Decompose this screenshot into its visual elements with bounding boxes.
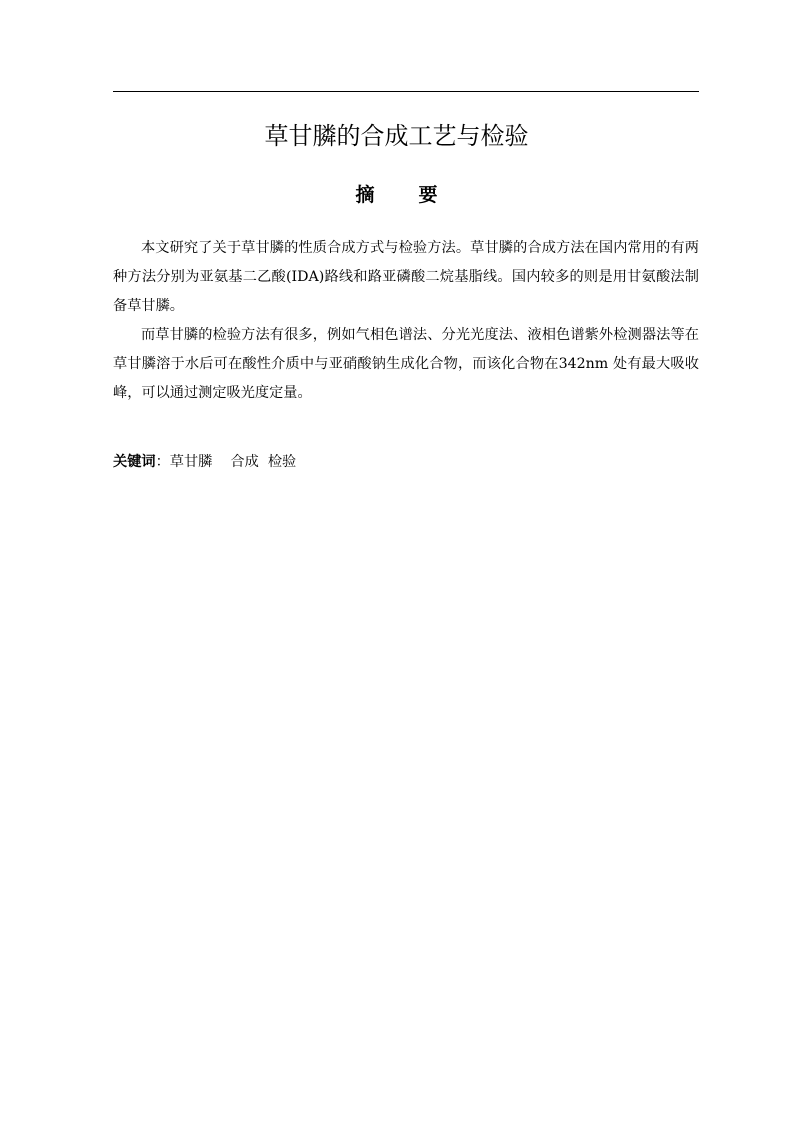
- abstract-heading-char-1: 摘: [355, 184, 375, 206]
- abstract-paragraph-2: 而草甘膦的检验方法有很多，例如气相色谱法、分光光度法、液相色谱紫外检测器法等在草甘膦溶于水后可在酸性介质中与亚硝酸钠生成化合物，而该化合物在342nm 处有最大吸收峰，可以通过测定吸光度定量。: [113, 327, 699, 401]
- keyword-item: 草甘膦: [169, 454, 213, 470]
- abstract-heading: [0, 181, 793, 209]
- document-title: 草甘膦的合成工艺与检验: [264, 122, 529, 150]
- abstract-body: [113, 234, 699, 408]
- keywords-label: 关键词: [113, 454, 156, 470]
- keywords-line: [113, 450, 699, 474]
- keywords-separator: ：: [155, 454, 170, 470]
- header-rule: [113, 91, 699, 92]
- keyword-item: 合成: [230, 454, 259, 470]
- abstract-heading-char-2: 要: [418, 184, 438, 206]
- abstract-paragraph-1: 本文研究了关于草甘膦的性质合成方式与检验方法。草甘膦的合成方法在国内常用的有两种方法分别为亚氨基二乙酸(IDA)路线和路亚磷酸二烷基脂线。国内较多的则是用甘氨酸法制备草甘膦。: [113, 240, 699, 314]
- keyword-item: 检验: [267, 454, 297, 470]
